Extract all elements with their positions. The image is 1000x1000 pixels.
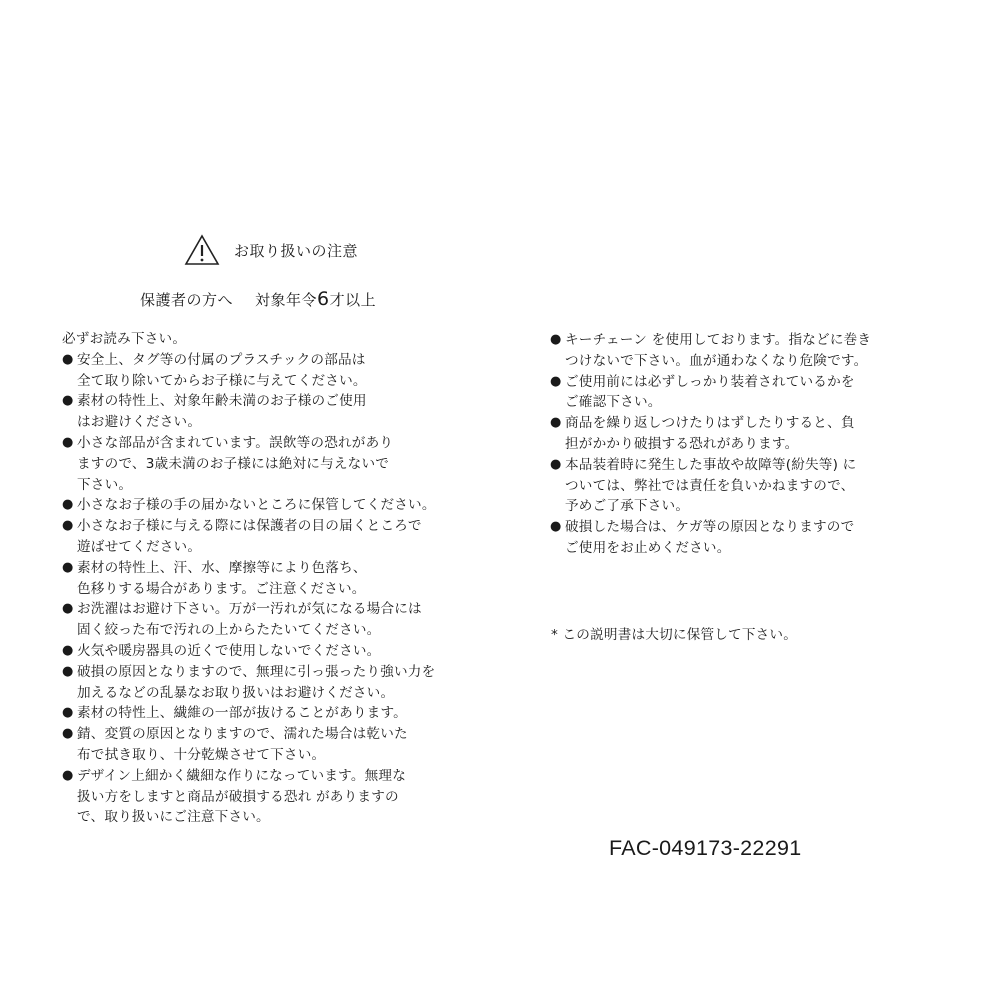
caution-line: 全て取り除いてからお子様に与えてください。 [77,372,367,389]
caution-item [62,662,482,704]
caution-line: 錆、変質の原因となりますので、濡れた場合は乾いた [77,726,408,743]
caution-line: 素材の特性上、対象年齢未満のお子様のご使用 [77,393,367,410]
caution-line: 下さい。 [77,476,133,493]
notice-title-row [184,232,358,268]
caution-text [565,413,930,455]
caution-line: 素材の特性上、汗、水、摩擦等により色落ち、 [77,559,367,576]
caution-line: 扱い方をしますと商品が破損する恐れ がありますの [77,788,399,805]
product-code: FAC-049173-22291 [609,836,802,860]
caution-item [550,517,930,559]
caution-line: 小さなお子様の手の届かないところに保管してください。 [77,497,436,514]
caution-item [62,641,482,662]
bullet-icon: ● [62,601,74,617]
left-caution-list [62,350,482,828]
caution-line: お洗濯はお避け下さい。万が一汚れが気になる場合には [77,601,422,618]
keep-manual-note: * この説明書は大切に保管して下さい。 [551,627,798,643]
caution-line: ますので、3歳未満のお子様には絶対に与えないで [77,455,390,472]
caution-text [565,372,930,414]
caution-line: 素材の特性上、繊維の一部が抜けることがあります。 [77,705,407,722]
caution-text [77,641,482,662]
caution-line: デザイン上細かく繊細な作りになっています。無理な [77,767,407,784]
caution-item [550,330,930,372]
target-age-value: 6 [317,288,330,310]
caution-line: 安全上、タグ等の付属のプラスチックの部品は [77,351,366,368]
caution-text [565,517,930,559]
bullet-icon: ● [62,642,74,658]
caution-line: はお避けください。 [77,414,202,431]
bullet-icon: ● [62,726,74,742]
caution-text [77,495,482,516]
caution-line: 色移りする場合があります。ご注意ください。 [77,580,366,597]
caution-line: ご使用をお止めください。 [565,539,731,556]
right-caution-column [550,330,930,559]
caution-line: キーチェーン を使用しております。指などに巻き [565,332,872,348]
bullet-icon: ● [62,663,74,679]
caution-line: 破損した場合は、ケガ等の原因となりますので [565,519,855,536]
bullet-icon: ● [550,415,562,431]
caution-line: 加えるなどの乱暴なお取り扱いはお避けください。 [77,684,395,701]
caution-text [77,391,482,433]
bullet-icon: ● [62,434,74,450]
notice-subtitle [140,288,376,310]
caution-item [62,599,482,641]
caution-line: 商品を繰り返しつけたりはずしたりすると、負 [565,415,855,432]
caution-item [550,413,930,455]
caution-item [62,703,482,724]
caution-item [550,455,930,517]
caution-text [77,350,482,392]
caution-text [77,599,482,641]
caution-line: 火気や暖房器具の近くで使用しないでください。 [77,642,381,659]
caution-line: 小さな部品が含まれています。誤飲等の恐れがあり [77,434,394,451]
caution-line: 布で拭き取り、十分乾燥させて下さい。 [77,746,326,763]
bullet-icon: ● [62,518,74,534]
caution-text [77,433,482,495]
bullet-icon: ● [550,519,562,535]
caution-item [62,495,482,516]
caution-line: 破損の原因となりますので、無理に引っ張ったり強い力を [77,663,436,680]
caution-line: 担がかかり破損する恐れがあります。 [565,435,799,452]
caution-item [62,766,482,828]
caution-text [77,703,482,724]
target-age-label: 対象年令 [255,291,318,309]
caution-line: ご確認下さい。 [565,394,662,411]
right-caution-list [550,330,930,559]
caution-text [77,558,482,600]
caution-text [565,455,930,517]
bullet-icon: ● [62,351,74,367]
caution-item [62,391,482,433]
read-first-note: 必ずお読み下さい。 [62,331,187,347]
caution-item [62,724,482,766]
caution-text [77,662,482,704]
caution-text [565,330,930,372]
caution-item [62,516,482,558]
caution-line: 本品装着時に発生した事故や故障等(紛失等) に [565,456,857,473]
bullet-icon: ● [62,705,74,721]
bullet-icon: ● [62,393,74,409]
caution-text [77,724,482,766]
guardian-note: 保護者の方へ [140,291,234,309]
bullet-icon: ● [550,373,562,389]
bullet-icon: ● [550,456,562,472]
caution-text [77,516,482,558]
left-caution-column [62,329,482,828]
target-age-suffix: 才以上 [329,291,377,309]
caution-line: 小さなお子様に与える際には保護者の目の届くところで [77,518,422,535]
caution-text [77,766,482,828]
caution-line: 固く絞った布で汚れの上からたたいてください。 [77,622,381,639]
warning-triangle-icon [184,234,220,266]
bullet-icon: ● [62,559,74,575]
caution-line: ご使用前には必ずしっかり装着されているかを [565,373,855,390]
caution-item [62,350,482,392]
caution-item [62,433,482,495]
notice-title: お取り扱いの注意 [234,241,359,260]
caution-line: ついては、弊社では責任を負いかねますので、 [565,477,855,494]
caution-line: で、取り扱いにご注意下さい。 [77,809,270,826]
bullet-icon: ● [62,497,74,513]
caution-line: つけないで下さい。血が通わなくなり危険です。 [565,352,868,369]
bullet-icon: ● [62,767,74,783]
caution-line: 遊ばせてください。 [77,538,202,555]
caution-item [550,372,930,414]
caution-line: 予めご了承下さい。 [565,498,690,515]
bullet-icon: ● [550,332,562,347]
caution-item [62,558,482,600]
